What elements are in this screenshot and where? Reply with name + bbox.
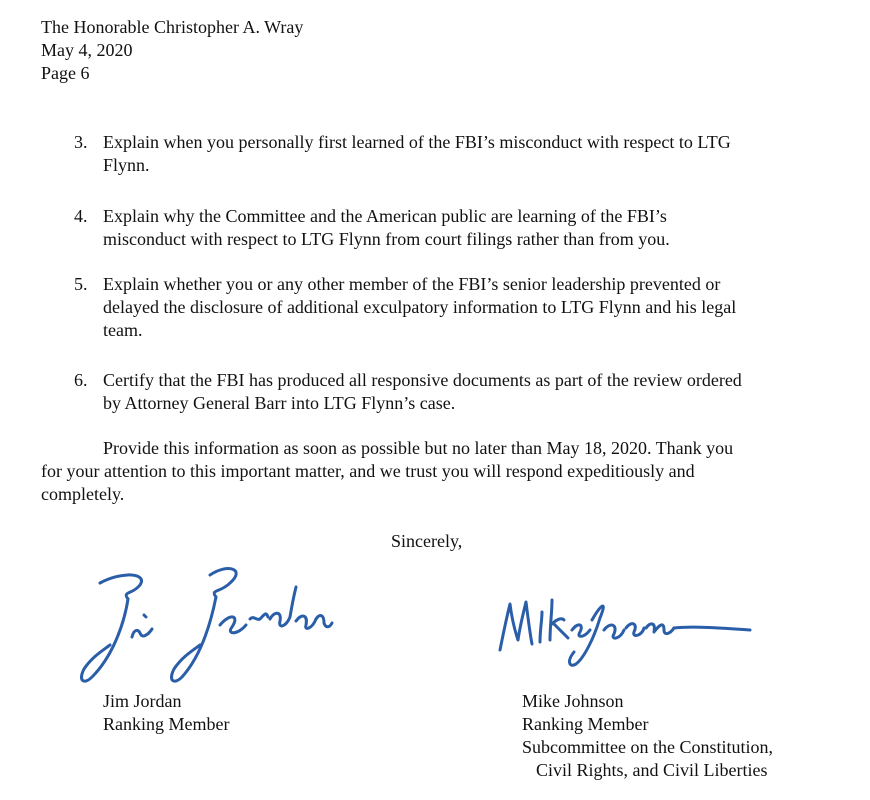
request-line: Explain whether you or any other member of the FBI’s senior leadership prevented or [103,274,721,294]
request-line: Flynn. [103,155,150,175]
request-line: Explain when you personally first learned of the FBI’s misconduct with respect to LTG [103,132,731,152]
letter-header [41,16,303,85]
jordan-signature-block [103,690,229,736]
request-text [103,205,813,251]
request-text [103,131,813,177]
request-line: Explain why the Committee and the American public are learning of the FBI’s [103,206,667,226]
recipient-line: The Honorable Christopher A. Wray [41,17,304,37]
request-line: delayed the disclosure of additional exculpatory information to LTG Flynn and his legal [103,297,737,317]
request-line: Certify that the FBI has produced all responsive documents as part of the review ordered [103,370,742,390]
johnson-signature-block [522,690,773,782]
jordan-signature [70,565,335,695]
request-text [103,369,813,415]
request-number: 4. [74,206,88,226]
closing-line: Provide this information as soon as possible but no later than May 18, 2020. Thank you [103,438,734,458]
closing-line: for your attention to this important matter, and we trust you will respond expeditiously and [41,461,695,481]
signatory-name: Mike Johnson [522,691,624,711]
request-line: misconduct with respect to LTG Flynn from court filings rather than from you. [103,229,670,249]
request-line: by Attorney General Barr into LTG Flynn’s case. [103,393,456,413]
request-number: 3. [74,132,88,152]
valediction: Sincerely, [391,531,463,551]
johnson-signature [492,590,757,670]
closing-paragraph [41,437,821,506]
request-text [103,273,813,342]
request-line: team. [103,320,143,340]
signatory-title: Ranking Member [103,714,230,734]
page-number: Page 6 [41,63,90,83]
subcommittee-line: Civil Rights, and Civil Liberties [536,760,768,780]
request-number: 6. [74,370,88,390]
date-line: May 4, 2020 [41,40,133,60]
signatory-title: Ranking Member [522,714,649,734]
subcommittee-line: Subcommittee on the Constitution, [522,737,773,757]
signatory-name: Jim Jordan [103,691,182,711]
closing-line: completely. [41,484,125,504]
request-number: 5. [74,274,88,294]
